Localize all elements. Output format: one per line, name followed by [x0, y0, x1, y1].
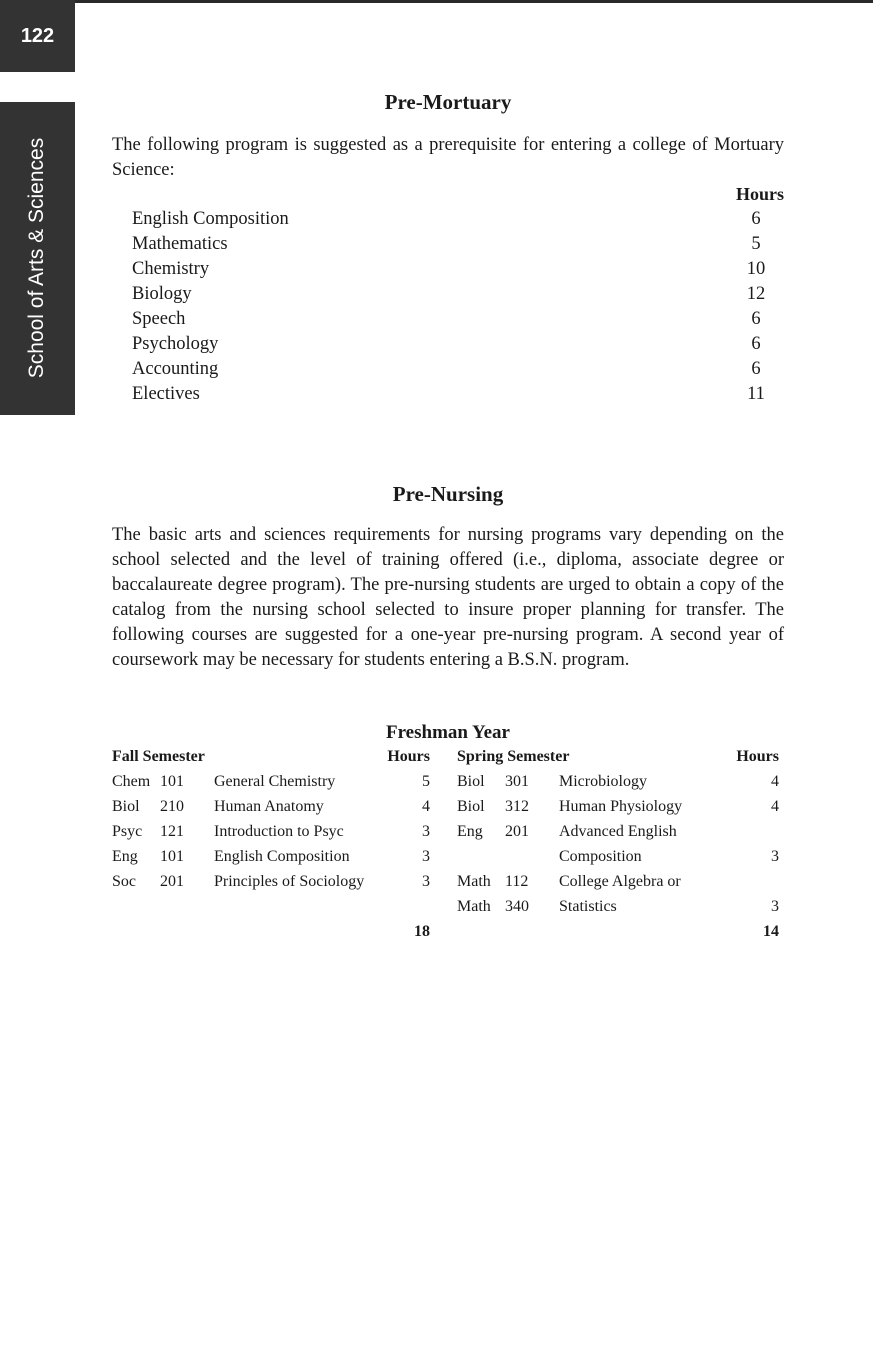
course-number: 210 — [160, 798, 184, 815]
section-side-tab — [0, 102, 75, 415]
table-row — [457, 873, 779, 898]
course-title: Principles of Sociology — [214, 873, 365, 890]
course-title: Introduction to Psyc — [214, 823, 344, 840]
pre-mortuary-intro: The following program is suggested as a prerequisite for entering a college of Mortuary Science: — [112, 135, 784, 180]
course-hours: 6 — [751, 209, 761, 229]
table-row — [112, 259, 784, 284]
course-hours: 4 — [771, 773, 779, 790]
course-hours: 3 — [771, 898, 779, 915]
table-row — [112, 773, 430, 798]
course-name: Psychology — [132, 334, 219, 354]
course-number: 340 — [505, 898, 529, 915]
course-hours: 12 — [746, 284, 766, 304]
course-name: Biology — [132, 284, 192, 304]
fall-semester-header — [112, 748, 430, 773]
fall-total-row — [112, 923, 430, 948]
table-row — [112, 359, 784, 384]
table-row — [457, 773, 779, 798]
course-name: Chemistry — [132, 259, 210, 279]
course-name: Electives — [132, 384, 200, 404]
course-subject: Eng — [457, 823, 483, 840]
spring-hours-label: Hours — [736, 748, 779, 765]
course-title: English Composition — [214, 848, 350, 865]
pre-nursing-title: Pre-Nursing — [392, 482, 504, 506]
course-subject: Biol — [457, 773, 485, 790]
course-number: 101 — [160, 773, 184, 790]
section-side-tab-label: School of Arts & Sciences — [25, 137, 48, 379]
course-hours: 3 — [422, 823, 430, 840]
course-hours: 3 — [422, 873, 430, 890]
top-rule — [75, 0, 873, 3]
course-subject: Psyc — [112, 823, 143, 840]
course-subject: Math — [457, 873, 491, 890]
course-hours: 6 — [751, 334, 761, 354]
table-row — [112, 234, 784, 259]
course-name: English Composition — [132, 209, 289, 229]
course-title: Composition — [559, 848, 642, 865]
pre-mortuary-title: Pre-Mortuary — [384, 90, 512, 114]
table-row — [112, 209, 784, 234]
course-hours: 4 — [422, 798, 430, 815]
spring-semester-label: Spring Semester — [457, 748, 570, 765]
pre-nursing-intro: The basic arts and sciences requirements for nursing programs vary depending on the school selected and the level of training offered (i.e., diploma, associate degree or baccalaureate degree program). The pre-nursing students are urged to obtain a copy of the catalog from the nursing school selected to insure proper planning for transfer. The following courses are suggested for a one-year pre-nursing program. A second year of coursework may be necessary for students entering a B.S.N. program. — [112, 525, 784, 670]
table-row — [112, 823, 430, 848]
table-row — [457, 823, 779, 848]
fall-total-hours: 18 — [414, 923, 430, 940]
fall-hours-label: Hours — [387, 748, 430, 765]
course-number: 112 — [505, 873, 529, 890]
course-number: 301 — [505, 773, 529, 790]
course-number: 101 — [160, 848, 184, 865]
course-subject: Soc — [112, 873, 136, 890]
table-row — [112, 798, 430, 823]
course-subject: Biol — [112, 798, 140, 815]
course-hours: 5 — [751, 234, 761, 254]
pre-mortuary-hours-header: Hours — [735, 184, 784, 204]
spring-total-hours: 14 — [763, 923, 779, 940]
table-row — [112, 873, 430, 898]
course-title: Statistics — [559, 898, 617, 915]
pre-mortuary-course-table — [112, 184, 784, 409]
course-number: 201 — [505, 823, 529, 840]
course-hours: 3 — [422, 848, 430, 865]
table-row-spacer — [112, 898, 430, 923]
table-row — [457, 898, 779, 923]
course-title: General Chemistry — [214, 773, 336, 790]
course-title: Human Anatomy — [214, 798, 324, 815]
table-row — [112, 384, 784, 409]
course-subject — [457, 848, 505, 873]
course-title: Advanced English — [559, 823, 677, 840]
spring-semester-header — [457, 748, 779, 773]
table-row — [112, 334, 784, 359]
freshman-year-title: Freshman Year — [385, 722, 510, 743]
course-subject: Eng — [112, 848, 138, 865]
page-number: 122 — [0, 0, 75, 72]
course-hours: 5 — [422, 773, 430, 790]
course-title: Microbiology — [559, 773, 647, 790]
course-number: 312 — [505, 798, 529, 815]
course-subject: Math — [457, 898, 491, 915]
course-number — [505, 848, 559, 873]
course-hours: 6 — [751, 359, 761, 379]
spring-total-row — [457, 923, 779, 948]
course-hours: 3 — [771, 848, 779, 865]
course-hours — [759, 873, 779, 898]
course-name: Mathematics — [132, 234, 228, 254]
course-hours: 6 — [751, 309, 761, 329]
course-title: College Algebra or — [559, 873, 681, 890]
course-number: 201 — [160, 873, 184, 890]
course-subject: Chem — [112, 773, 151, 790]
course-number: 121 — [160, 823, 184, 840]
fall-semester-label: Fall Semester — [112, 748, 205, 765]
spring-semester-table — [457, 748, 779, 948]
course-hours — [759, 823, 779, 848]
table-row — [112, 309, 784, 334]
course-subject: Biol — [457, 798, 485, 815]
course-title: Human Physiology — [559, 798, 683, 815]
table-row — [112, 284, 784, 309]
course-hours: 10 — [746, 259, 766, 279]
table-row — [112, 848, 430, 873]
table-row — [457, 848, 779, 873]
course-name: Speech — [132, 309, 186, 329]
course-hours: 4 — [771, 798, 779, 815]
course-hours: 11 — [747, 384, 765, 404]
table-row — [457, 798, 779, 823]
course-name: Accounting — [132, 359, 219, 379]
fall-semester-table — [112, 748, 430, 948]
